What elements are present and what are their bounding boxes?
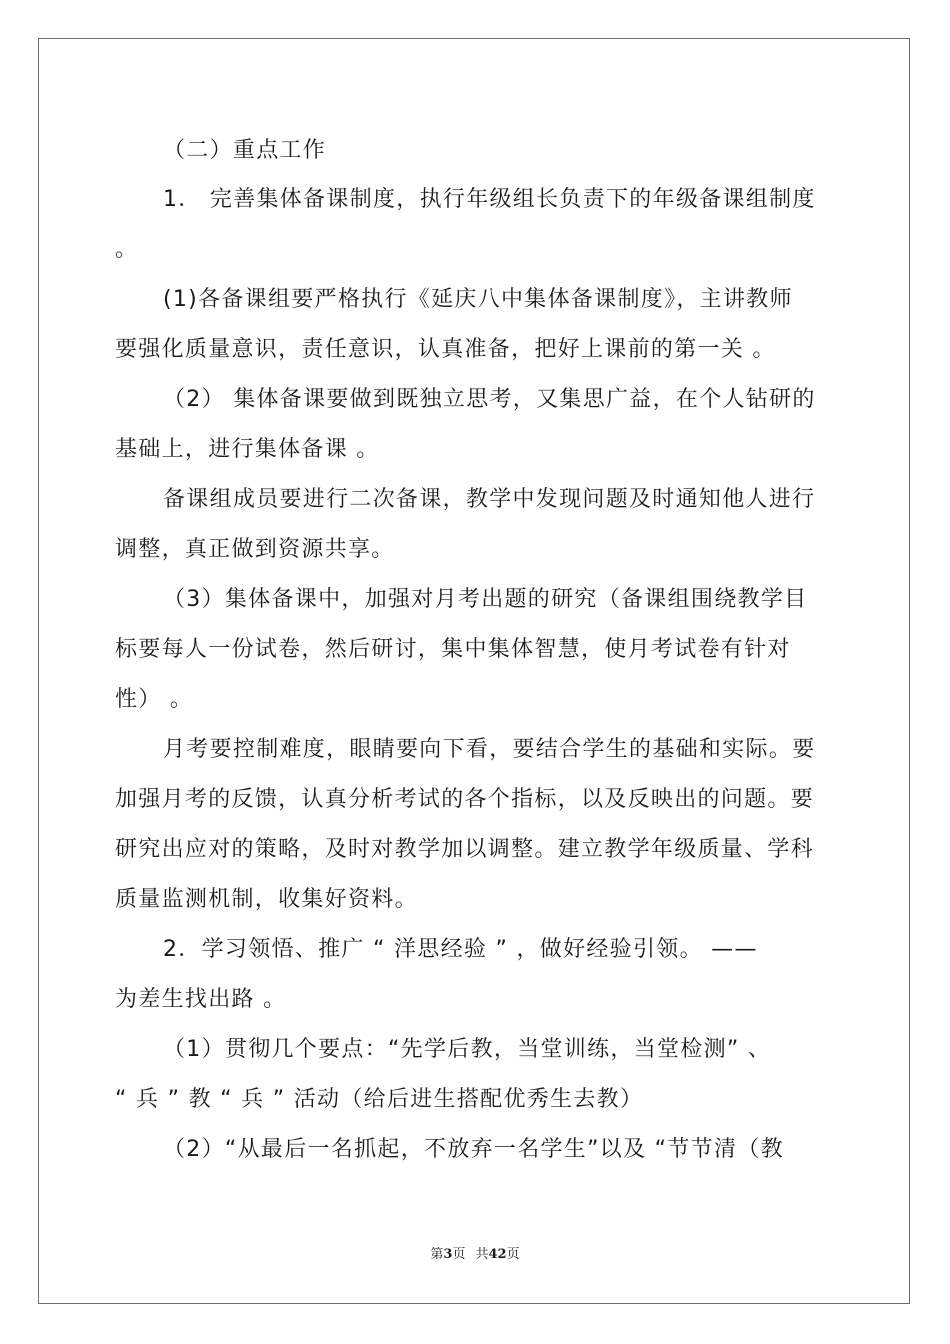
paragraph-line: 要强化质量意识，责任意识，认真准备，把好上课前的第一关 。 [115,337,776,362]
total-suffix: 页 [506,1247,520,1262]
paragraph-line: (1)各备课组要严格执行《延庆八中集体备课制度》，主讲教师 [163,287,793,312]
page-footer [0,1247,950,1263]
page-prefix: 第 [430,1247,444,1262]
paragraph-line: （1）贯彻几个要点：“先学后教，当堂训练，当堂检测” 、 [163,1037,772,1062]
page-suffix: 页 [452,1247,466,1262]
section-heading: （二）重点工作 [163,138,327,163]
paragraph-line: 月考要控制难度，眼睛要向下看，要结合学生的基础和实际。要 [163,737,816,762]
paragraph-line: 为差生找出路 。 [115,987,287,1012]
paragraph-line: 标要每人一份试卷，然后研讨，集中集体智慧，使月考试卷有针对 [115,637,791,662]
paragraph-line: 。 [115,237,139,262]
paragraph-line: 加强月考的反馈，认真分析考试的各个指标，以及反映出的问题。要 [115,787,815,812]
paragraph-line: （3）集体备课中，加强对月考出题的研究（备课组围绕教学目 [163,587,808,612]
paragraph-line: （2） 集体备课要做到既独立思考，又集思广益，在个人钻研的 [163,387,816,412]
total-prefix: 共 [475,1247,489,1262]
paragraph-line: （2）“从最后一名抓起，不放弃一名学生”以及 “节节清（教 [163,1137,784,1162]
page-current: 3 [443,1247,453,1262]
paragraph-line: 基础上，进行集体备课 。 [115,437,380,462]
page-total: 42 [488,1247,507,1262]
page-border [38,38,910,1304]
paragraph-line: 性） 。 [115,687,194,712]
paragraph-line: “ 兵 ” 教 “ 兵 ” 活动（给后进生搭配优秀生去教） [115,1087,644,1112]
paragraph-line: 备课组成员要进行二次备课，教学中发现问题及时通知他人进行 [163,487,816,512]
paragraph-line: 2．学习领悟、推广 “ 洋思经验 ” ，做好经验引领。 —— [163,937,758,962]
paragraph-line: 研究出应对的策略，及时对教学加以调整。建立教学年级质量、学科 [115,837,815,862]
paragraph-line: 质量监测机制，收集好资料。 [115,887,418,912]
paragraph-line: 调整，真正做到资源共享。 [115,537,395,562]
paragraph-line: 1． 完善集体备课制度，执行年级组长负责下的年级备课组制度 [163,187,816,212]
